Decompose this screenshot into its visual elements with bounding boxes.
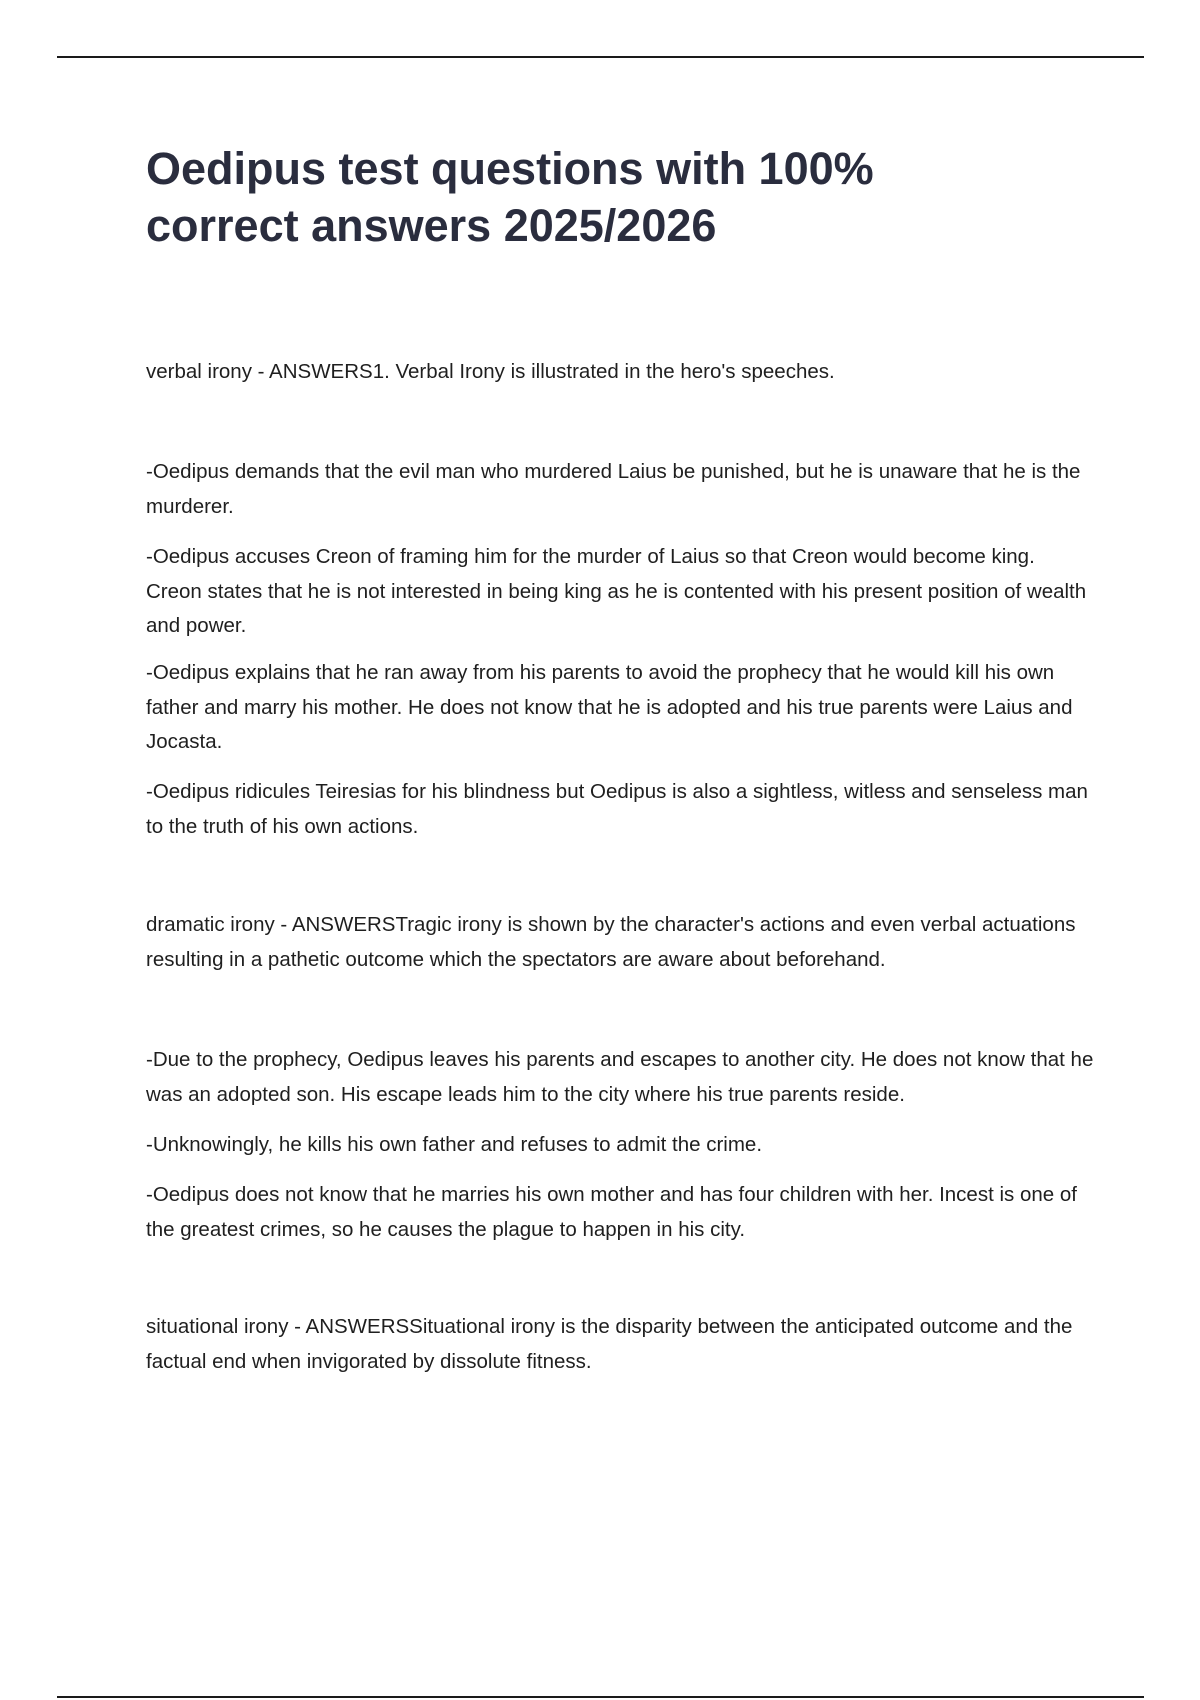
paragraph: -Oedipus accuses Creon of framing him for the murder of Laius so that Creon would become king. Creon states that he is not interested in being king as he is contented with his present position of wealth and power. <box>146 545 1087 637</box>
paragraph: -Unknowingly, he kills his own father and refuses to admit the crime. <box>146 1133 763 1156</box>
dramatic-irony-example-1 <box>146 1043 1096 1112</box>
paragraph: -Oedipus demands that the evil man who murdered Laius be punished, but he is unaware that he is the murderer. <box>146 460 1081 518</box>
paragraph: situational irony - ANSWERSSituational irony is the disparity between the anticipated outcome and the factual end when invigorated by dissolute fitness. <box>146 1315 1073 1373</box>
bottom-divider <box>57 1696 1144 1698</box>
dramatic-irony-example-2 <box>146 1128 1096 1163</box>
situational-irony-heading <box>146 1310 1096 1379</box>
paragraph: -Due to the prophecy, Oedipus leaves his parents and escapes to another city. He does not know that he was an adopted son. His escape leads him to the city where his true parents reside. <box>146 1048 1094 1106</box>
paragraph: verbal irony - ANSWERS1. Verbal Irony is illustrated in the hero's speeches. <box>146 360 835 383</box>
page-title <box>146 140 1096 254</box>
paragraph: -Oedipus explains that he ran away from his parents to avoid the prophecy that he would kill his own father and marry his mother. He does not know that he is adopted and his true parents were Laius and Jocasta. <box>146 661 1073 753</box>
paragraph: -Oedipus does not know that he marries his own mother and has four children with her. Incest is one of the greatest crimes, so he causes the plague to happen in his city. <box>146 1183 1077 1241</box>
verbal-irony-heading <box>146 355 1096 390</box>
paragraph: -Oedipus ridicules Teiresias for his blindness but Oedipus is also a sightless, witless and senseless man to the truth of his own actions. <box>146 780 1088 838</box>
verbal-irony-example-2 <box>146 540 1096 644</box>
paragraph: dramatic irony - ANSWERSTragic irony is shown by the character's actions and even verbal actuations resulting in a pathetic outcome which the spectators are aware about beforehand. <box>146 913 1076 971</box>
title-line-1: Oedipus test questions with 100% <box>146 143 874 194</box>
title-line-2: correct answers 2025/2026 <box>146 200 717 251</box>
document-header <box>146 140 1096 254</box>
verbal-irony-example-4 <box>146 775 1096 844</box>
dramatic-irony-example-3 <box>146 1178 1096 1247</box>
verbal-irony-example-1 <box>146 455 1096 524</box>
dramatic-irony-heading <box>146 908 1096 977</box>
top-divider <box>57 56 1144 58</box>
verbal-irony-example-3 <box>146 656 1096 760</box>
